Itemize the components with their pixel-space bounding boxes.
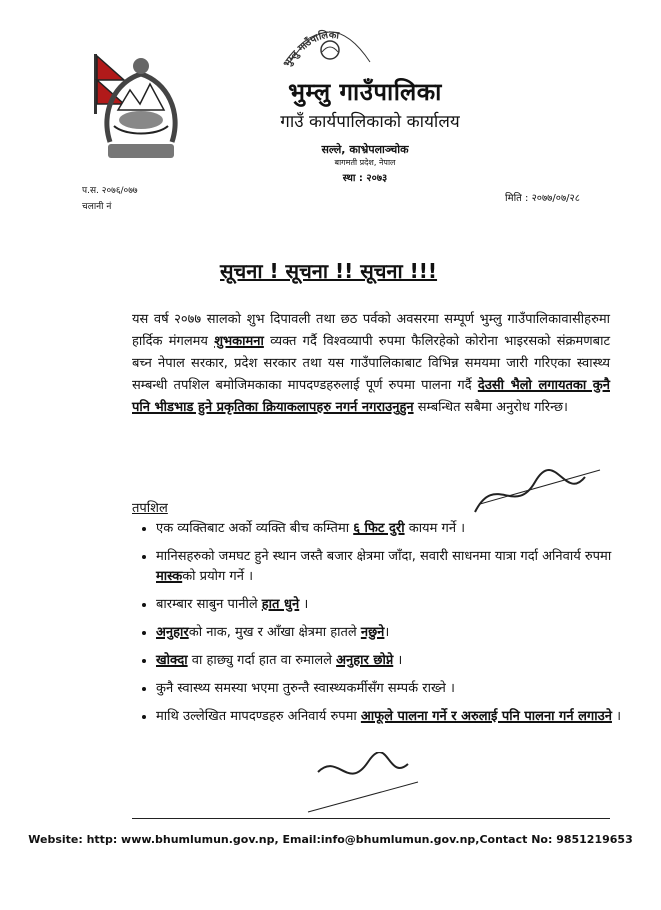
footer-contact: Website: http: www.bhumlumun.gov.np, Email:info@bhumlumun.gov.np,Contact No: 9851219653 bbox=[28, 833, 633, 846]
notice-heading: सूचना ! सूचना !! सूचना !!! bbox=[220, 259, 438, 283]
office-subtitle: गाउँ कार्यपालिकाको कार्यालय bbox=[280, 112, 460, 132]
nepal-emblem-logo bbox=[90, 52, 192, 170]
details-heading: तपशिल bbox=[132, 501, 168, 516]
notice-body: यस वर्ष २०७७ सालको शुभ दिपावली तथा छठ पर्वको अवसरमा सम्पूर्ण भुम्लु गाउँपालिकावासीहरुमा हार्दिक मंगलमय शुभकामना व्यक्त गर्दै विश्वव्यापी रुपमा फैलिरहेको कोरोना भाइरसको संक्रमणबाट बच्न नेपाल सरकार, प्रदेश सरकार तथा यस गाउँपालिकाबाट विभिन्न समयमा जारी गरिएका स्वास्थ्य सम्बन्धी तपशिल बमोजिमकाका मापदण्डहरुलाई पूर्ण रुपमा पालना गर्दै देउसी भैलो लगायतका कुनै पनि भीडभाड हुने प्रकृतिका क्रियाकलापहरु नगर्न नगराउनुहुन सम्बन्धित सबैमा अनुरोध गरिन्छ। bbox=[132, 312, 610, 415]
letter-number: प.स. २०७६/०७७ bbox=[82, 186, 138, 196]
municipality-seal-stamp bbox=[282, 12, 378, 76]
province-line: बागमती प्रदेश, नेपाल bbox=[334, 158, 396, 167]
municipality-title: भुम्लु गाउँपालिका bbox=[288, 78, 442, 106]
list-item: • माथि उल्लेखित मापदण्डहरु अनिवार्य रुपमा आफूले पालना गर्ने र अरुलाई पनि पालना गर्न लगाउने । bbox=[156, 707, 636, 727]
seal-text: भुम्लु गाउँपालिका bbox=[282, 29, 340, 70]
established-line: स्था : २०७३ bbox=[342, 173, 388, 184]
list-item: • खोक्दा वा हाछ्यु गर्दा हात वा रुमालले अनुहार छोप्ने । bbox=[156, 651, 636, 671]
guideline-list bbox=[134, 519, 636, 735]
svg-text:भुम्लु गाउँपालिका bbox=[282, 28, 340, 70]
list-item: • कुनै स्वास्थ्य समस्या भएमा तुरुन्तै स्वास्थ्यकर्मीसँग सम्पर्क राख्ने । bbox=[156, 679, 636, 699]
dispatch-number: चलानी नं bbox=[82, 202, 112, 212]
footer-divider bbox=[132, 818, 610, 819]
officer-signature bbox=[298, 752, 428, 822]
list-item: • बारम्बार साबुन पानीले हात धुने । bbox=[156, 595, 636, 615]
signature-stamp bbox=[465, 462, 615, 522]
letter-date: मिति : २०७७/०७/२८ bbox=[505, 193, 580, 204]
list-item: • अनुहारको नाक, मुख र आँखा क्षेत्रमा हातले नछुने। bbox=[156, 623, 636, 643]
list-item: • मानिसहरुको जमघट हुने स्थान जस्तै बजार क्षेत्रमा जाँदा, सवारी साधनमा यात्रा गर्दा अनिवार्य रुपमा मास्कको प्रयोग गर्ने । bbox=[156, 547, 636, 587]
office-location: सल्ले, काभ्रेपलाञ्चोक bbox=[321, 143, 409, 156]
list-item: • एक व्यक्तिबाट अर्को व्यक्ति बीच कम्तिमा ६ फिट दुरी कायम गर्ने । bbox=[156, 519, 636, 539]
